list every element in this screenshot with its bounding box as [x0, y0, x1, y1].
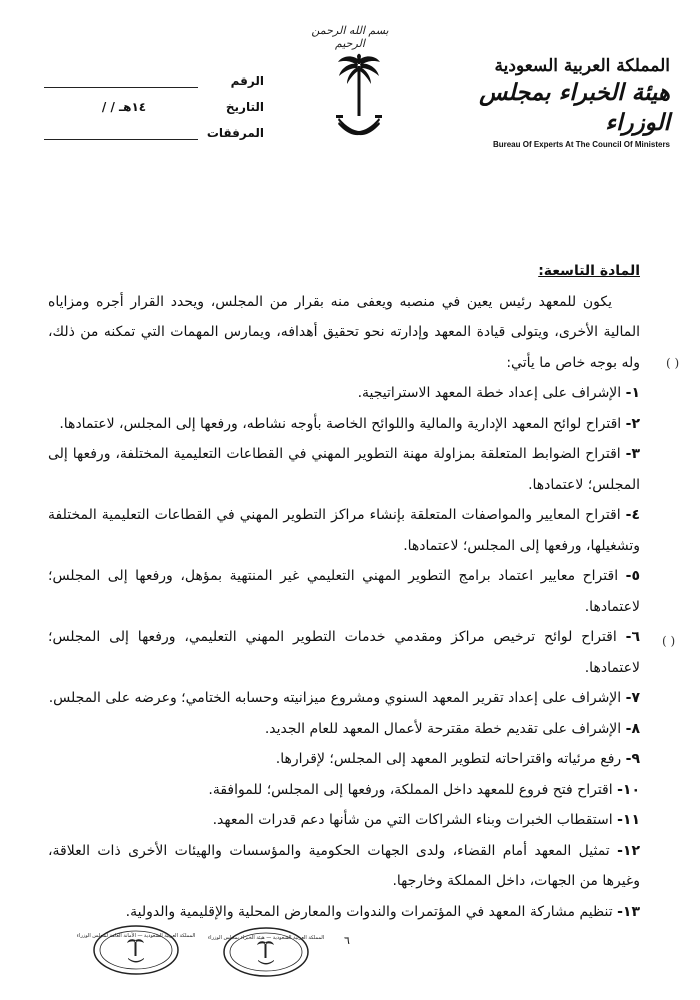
- attachments-line: [44, 125, 198, 140]
- official-stamp-icon: [76, 924, 196, 976]
- org-bureau-name: هيئة الخبراء بمجلس الوزراء: [479, 79, 670, 136]
- item-number: ٨-: [625, 720, 640, 737]
- article-items-list: [48, 378, 640, 927]
- item-text: الإشراف على تقديم خطة مقترحة لأعمال المعهد للعام الجديد.: [264, 720, 622, 737]
- reference-fields: [44, 62, 264, 140]
- date-value: / / ١٤هـ: [101, 100, 147, 114]
- list-item: [48, 409, 640, 440]
- item-text: تنظيم مشاركة المعهد في المؤتمرات والندوات والمعارض المحلية والإقليمية والدولية.: [125, 903, 613, 920]
- item-number: ٧-: [625, 690, 640, 706]
- item-text: اقتراح المعايير والمواصفات المتعلقة بإنشاء مراكز التطوير المهني في القطاعات التعليمية المختلفة وتشغيلها، ورفعها إلى المجلس؛ لاعتمادها.: [48, 507, 640, 554]
- item-number: ١٢-: [617, 842, 641, 859]
- margin-mark: ( ): [666, 356, 680, 370]
- ref-number-label: الرقم: [230, 74, 264, 88]
- attachments-row: [44, 114, 264, 140]
- item-text: اقتراح معايير اعتماد برامج التطوير المهني التعليمي غير المنتهية بمؤهل، ورفعها إلى المجلس؛ لاعتمادها.: [48, 568, 640, 615]
- article-heading: المادة التاسعة:: [538, 263, 640, 279]
- item-number: ٤-: [625, 507, 640, 523]
- official-stamp-icon: [207, 926, 325, 978]
- item-text: استقطاب الخبرات وبناء الشراكات التي من شأنها دعم قدرات المعهد.: [212, 812, 613, 828]
- list-item: [48, 836, 640, 897]
- item-number: ٥-: [625, 568, 640, 584]
- list-item: [48, 775, 640, 806]
- item-number: ١٠-: [617, 781, 640, 798]
- date-row: [44, 88, 264, 114]
- org-english-name: Bureau Of Experts At The Council Of Ministers: [492, 140, 670, 149]
- stamp-right-text: المملكة العربية السعودية — هيئة الخبراء بمجلس الوزراء: [207, 935, 325, 941]
- item-text: رفع مرئياته واقتراحاته لتطوير المعهد إلى المجلس؛ لإقرارها.: [275, 751, 622, 767]
- attachments-label: المرفقات: [206, 126, 264, 140]
- ref-number-row: [44, 62, 264, 88]
- list-item: [48, 622, 640, 683]
- organization-block: [440, 56, 670, 149]
- article-body: [48, 256, 640, 927]
- article-intro: يكون للمعهد رئيس يعين في منصبه ويعفى منه بقرار من المجلس، ويحدد القرار أجره ومزاياه المالية الأخرى، ويتولى قيادة المعهد وإدارته نحو تحقيق أهدافه، ويمارس المهمات التي تمكنه من ذلك، وله بوجه خاص ما يأتي:: [48, 293, 640, 371]
- item-text: اقتراح فتح فروع للمعهد داخل المملكة، ورفعها إلى المجلس؛ للموافقة.: [208, 781, 613, 798]
- item-text: الإشراف على إعداد تقرير المعهد السنوي ومشروع ميزانيته وحسابه الختامي؛ وعرضه على المجلس.: [48, 690, 622, 706]
- item-number: ١١-: [617, 812, 640, 828]
- basmala: بسم الله الرحمن الرحيم: [311, 24, 389, 50]
- date-label: التاريخ: [225, 100, 264, 114]
- item-text: اقتراح لوائح المعهد الإدارية والمالية واللوائح الخاصة بأوجه نشاطه، ورفعها إلى المجلس، لاعتمادها.: [59, 415, 622, 432]
- ref-number-line: [44, 73, 198, 88]
- item-number: ٦-: [625, 629, 641, 645]
- list-item: [48, 714, 640, 745]
- list-item: [48, 378, 640, 409]
- item-number: ٣-: [625, 446, 641, 462]
- list-item: [48, 805, 640, 836]
- item-text: الإشراف على إعداد خطة المعهد الاستراتيجية.: [357, 385, 622, 401]
- list-item: [48, 561, 640, 622]
- item-number: ١٣-: [617, 903, 640, 920]
- item-text: تمثيل المعهد أمام القضاء، ولدى الجهات الحكومية والمؤسسات والهيئات الأخرى ذات العلاقة، وغيرها من الجهات، داخل المملكة وخارجها.: [48, 842, 640, 889]
- item-text: اقتراح لوائح ترخيص مراكز ومقدمي خدمات التطوير المهني التعليمي، ورفعها إلى المجلس؛ لاعتمادها.: [48, 629, 640, 676]
- page-number: ٦: [344, 934, 350, 947]
- list-item: [48, 683, 640, 714]
- stamp-left-text: المملكة العربية السعودية — الأمانة العامة لمجلس الوزراء: [76, 933, 196, 939]
- palm-swords-emblem-icon: [336, 52, 382, 148]
- list-item: [48, 744, 640, 775]
- list-item: [48, 897, 640, 928]
- item-number: ٩-: [625, 751, 640, 767]
- margin-mark: ( ): [662, 634, 676, 648]
- list-item: [48, 439, 640, 500]
- org-kingdom-name: المملكة العربية السعودية: [494, 56, 670, 76]
- item-text: اقتراح الضوابط المتعلقة بمزاولة مهنة التطوير المهني في القطاعات التعليمية المختلفة، ورفعها إلى المجلس؛ لاعتمادها.: [48, 446, 640, 493]
- list-item: [48, 500, 640, 561]
- item-number: ١-: [625, 385, 640, 401]
- item-number: ٢-: [625, 415, 640, 432]
